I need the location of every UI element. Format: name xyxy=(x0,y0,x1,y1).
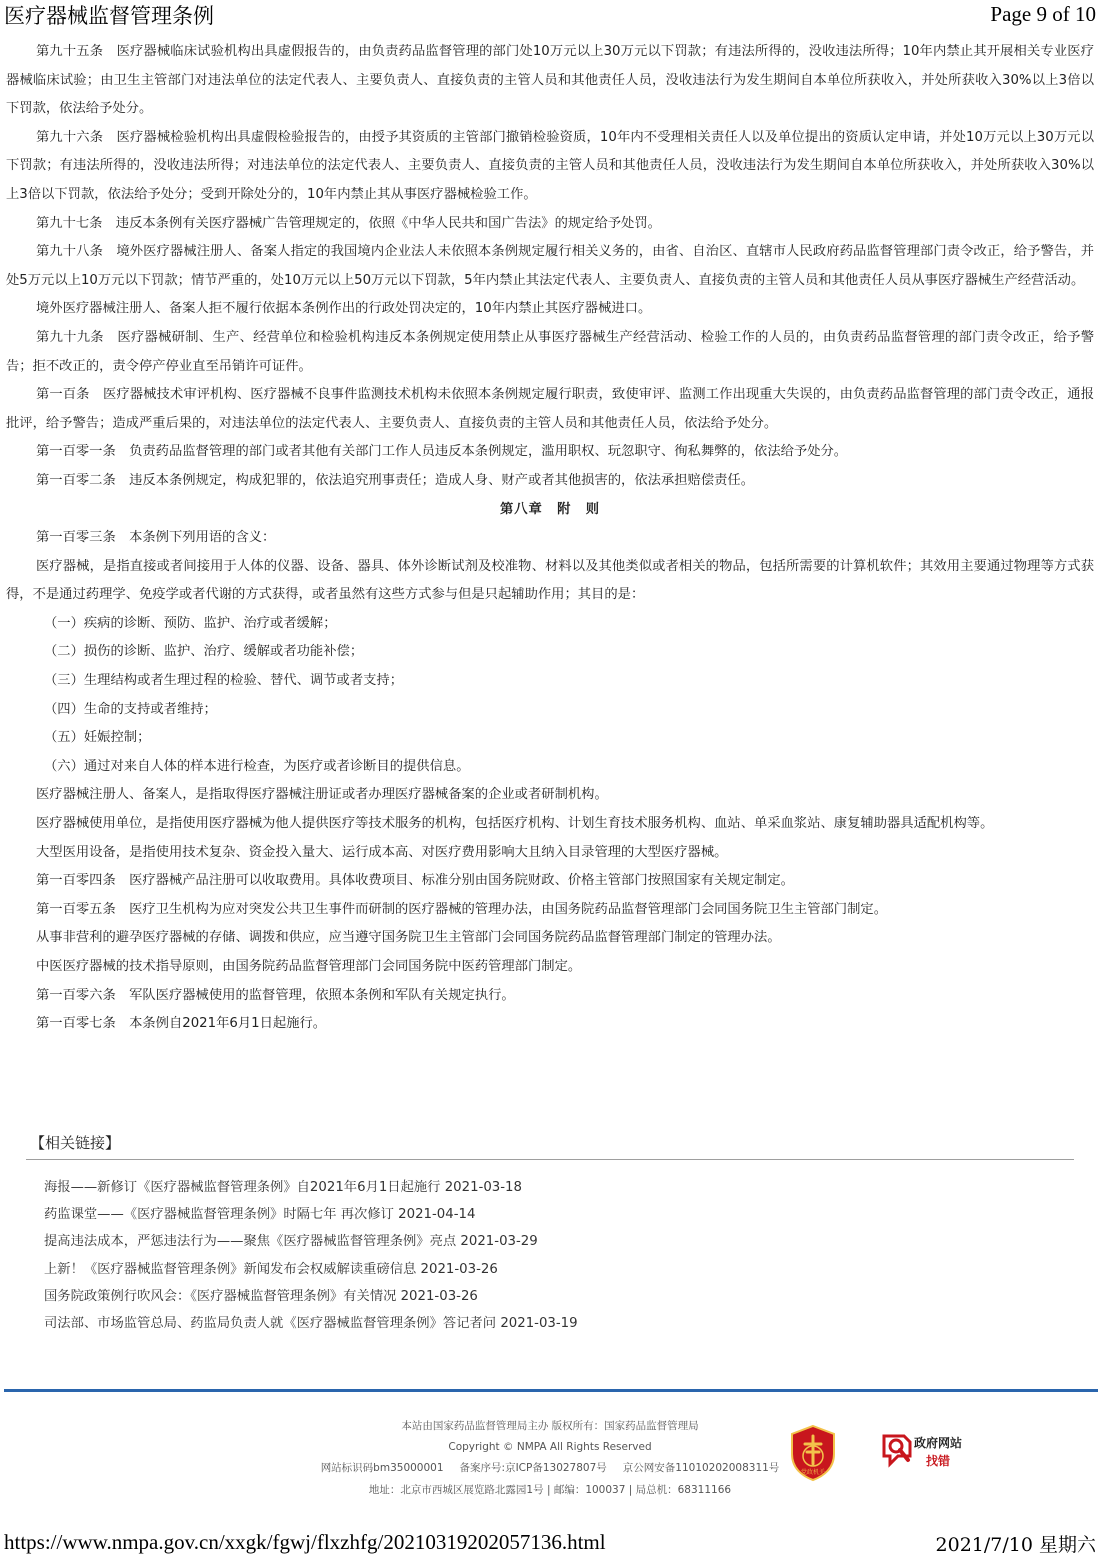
print-header xyxy=(0,0,1102,28)
related-links-title: 【相关链接】 xyxy=(26,1126,1074,1160)
related-link[interactable]: 药监课堂——《医疗器械监督管理条例》时隔七年 再次修订 2021-04-14 xyxy=(44,1207,476,1223)
related-link[interactable]: 提高违法成本，严惩违法行为——聚焦《医疗器械监督管理条例》亮点 2021-03-29 xyxy=(44,1234,538,1250)
footer-site-id: 网站标识码bm35000001 xyxy=(320,1462,444,1475)
magnifier-icon xyxy=(880,1430,916,1470)
related-link[interactable]: 上新！《医疗器械监督管理条例》新闻发布会权威解读重磅信息 2021-03-26 xyxy=(44,1261,498,1277)
related-links-section xyxy=(26,1126,1074,1337)
site-footer xyxy=(0,1416,1102,1506)
article-paragraph: 从事非营利的避孕医疗器械的存储、调拨和供应，应当遵守国务院卫生主管部门会同国务院药品监督管理部门制定的管理办法。 xyxy=(36,930,781,946)
print-footer xyxy=(0,1530,1102,1558)
article-paragraph: 境外医疗器械注册人、备案人拒不履行依据本条例作出的行政处罚决定的，10年内禁止其医疗器械进口。 xyxy=(36,301,652,317)
badge-text: 党政机关 xyxy=(800,1469,826,1476)
purpose-item: （六）通过对来自人体的样本进行检查，为医疗或者诊断目的提供信息。 xyxy=(44,758,470,774)
article-paragraph: 第九十七条 违反本条例有关医疗器械广告管理规定的，依照《中华人民共和国广告法》的规定给予处罚。 xyxy=(36,215,661,231)
footer-copyright-en: Copyright © NMPA All Rights Reserved xyxy=(448,1441,652,1454)
article-paragraph: 第九十九条 医疗器械研制、生产、经营单位和检验机构违反本条例规定使用禁止从事医疗器械生产经营活动、检验工作的人员的，由负责药品监督管理的部门责令改正，给予警告；拒不改正的，责令停产停业直至吊销许可证件。 xyxy=(6,329,1094,374)
definitions-intro: 第一百零三条 本条例下列用语的含义： xyxy=(36,530,276,546)
article-paragraph: 医疗器械使用单位，是指使用医疗器械为他人提供医疗等技术服务的机构，包括医疗机构、计划生育技术服务机构、血站、单采血浆站、康复辅助器具适配机构等。 xyxy=(36,816,994,832)
article-paragraph: 第九十八条 境外医疗器械注册人、备案人指定的我国境内企业法人未依照本条例规定履行相关义务的，由省、自治区、直辖市人民政府药品监督管理部门责令改正，给予警告，并处5万元以上10万元以下罚款；情节严重的，处10万元以上50万元以下罚款，5年内禁止其法定代表人、主要负责人、直接负责的主管人员和其他责任人员从事医疗器械生产经营活动。 xyxy=(6,244,1094,288)
article-paragraph: 第一百零二条 违反本条例规定，构成犯罪的，依法追究刑事责任；造成人身、财产或者其他损害的，依法承担赔偿责任。 xyxy=(36,472,755,488)
article-paragraph: 医疗器械注册人、备案人，是指取得医疗器械注册证或者办理医疗器械备案的企业或者研制机构。 xyxy=(36,787,608,803)
related-link[interactable]: 海报——新修订《医疗器械监督管理条例》自2021年6月1日起施行 2021-03-18 xyxy=(44,1180,522,1195)
device-definition: 医疗器械，是指直接或者间接用于人体的仪器、设备、器具、体外诊断试剂及校准物、材料以及其他类似或者相关的物品，包括所需要的计算机软件；其效用主要通过物理等方式获得，不是通过药理学、免疫学或者代谢的方式获得，或者虽然有这些方式参与但是只起辅助作用；其目的是： xyxy=(6,558,1094,603)
article-paragraph: 大型医用设备，是指使用技术复杂、资金投入量大、运行成本高、对医疗费用影响大且纳入目录管理的大型医疗器械。 xyxy=(36,844,728,860)
article-body xyxy=(6,38,1094,1039)
article-paragraph: 第一百零六条 军队医疗器械使用的监督管理，依照本条例和军队有关规定执行。 xyxy=(36,987,515,1003)
print-page-number: Page 9 of 10 xyxy=(990,2,1096,26)
article-paragraph: 第一百零七条 本条例自2021年6月1日起施行。 xyxy=(36,1016,327,1032)
footer-info xyxy=(240,1416,860,1501)
article-paragraph: 第一百零一条 负责药品监督管理的部门或者其他有关部门工作人员违反本条例规定，滥用职权、玩忽职守、徇私舞弊的，依法给予处分。 xyxy=(36,444,848,460)
article-paragraph: 第一百零四条 医疗器械产品注册可以收取费用。具体收费项目、标准分别由国务院财政、价格主管部门按照国家有关规定制定。 xyxy=(36,873,794,889)
related-link[interactable]: 国务院政策例行吹风会：《医疗器械监督管理条例》有关情况 2021-03-26 xyxy=(44,1288,478,1304)
print-footer-date: 2021/7/10 星期六 xyxy=(935,1534,1096,1556)
related-link[interactable]: 司法部、市场监管总局、药监局负责人就《医疗器械监督管理条例》答记者问 2021-03-19 xyxy=(44,1316,578,1332)
footer-divider xyxy=(4,1389,1098,1392)
footer-police-link[interactable]: 京公网安备11010202008311号 xyxy=(622,1462,780,1475)
print-header-title: 医疗器械监督管理条例 xyxy=(4,4,214,28)
purpose-item: （一）疾病的诊断、预防、监护、治疗或者缓解； xyxy=(44,615,337,631)
article-paragraph: 第九十六条 医疗器械检验机构出具虚假检验报告的，由授予其资质的主管部门撤销检验资质，10年内不受理相关责任人以及单位提出的资质认定申请，并处10万元以上30万元以下罚款；有违法所得的，没收违法所得；对违法单位的法定代表人、主要负责人、直接负责的主管人员和其他责任人员，没收违法行为发生期间自本单位所获收入，并处所获收入30%以上3倍以下罚款，依法给予处分；受到开除处分的，10年内禁止其从事医疗器械检验工作。 xyxy=(6,129,1094,202)
footer-copyright-cn: 本站由国家药品监督管理局主办 版权所有：国家药品监督管理局 xyxy=(401,1420,699,1432)
print-footer-url: https://www.nmpa.gov.cn/xxgk/fgwj/flxzhfg/20210319202057136.html xyxy=(4,1530,606,1554)
gov-logo-line1: 政府网站 xyxy=(914,1436,963,1450)
article-paragraph: 第九十五条 医疗器械临床试验机构出具虚假报告的，由负责药品监督管理的部门处10万元以上30万元以下罚款；有违法所得的，没收违法所得；10年内禁止其开展相关专业医疗器械临床试验；由卫生主管部门对违法单位的法定代表人、主要负责人、直接负责的主管人员和其他责任人员，没收违法行为发生期间自本单位所获收入，并处所获收入30%以上3倍以下罚款，依法给予处分。 xyxy=(6,44,1094,117)
footer-registration xyxy=(240,1458,860,1479)
article-paragraph: 中医医疗器械的技术指导原则，由国务院药品监督管理部门会同国务院中医药管理部门制定。 xyxy=(36,959,582,974)
gov-logo-line2: 找错 xyxy=(926,1454,951,1468)
gov-site-error-report-link[interactable] xyxy=(880,1428,980,1472)
purpose-item: （四）生命的支持或者维持； xyxy=(44,701,217,717)
purpose-item: （二）损伤的诊断、监护、治疗、缓解或者功能补偿； xyxy=(44,644,364,660)
related-links-list xyxy=(26,1174,1074,1337)
purpose-item: （三）生理结构或者生理过程的检验、替代、调节或者支持； xyxy=(44,673,404,689)
footer-icp-link[interactable]: 备案序号:京ICP备13027807号 xyxy=(459,1462,607,1475)
party-gov-badge-icon[interactable] xyxy=(788,1424,838,1482)
chapter-heading: 第八章 附 则 xyxy=(499,501,601,517)
article-paragraph: 第一百零五条 医疗卫生机构为应对突发公共卫生事件而研制的医疗器械的管理办法，由国务院药品监督管理部门会同国务院卫生主管部门制定。 xyxy=(36,901,887,917)
footer-address: 地址：北京市西城区展览路北露园1号 | 邮编：100037 | 局总机：68311166 xyxy=(368,1483,732,1496)
purpose-item: （五）妊娠控制； xyxy=(44,730,151,746)
article-paragraph: 第一百条 医疗器械技术审评机构、医疗器械不良事件监测技术机构未依照本条例规定履行职责，致使审评、监测工作出现重大失误的，由负责药品监督管理的部门责令改正，通报批评，给予警告；造成严重后果的，对违法单位的法定代表人、主要负责人、直接负责的主管人员和其他责任人员，依法给予处分。 xyxy=(6,387,1094,431)
